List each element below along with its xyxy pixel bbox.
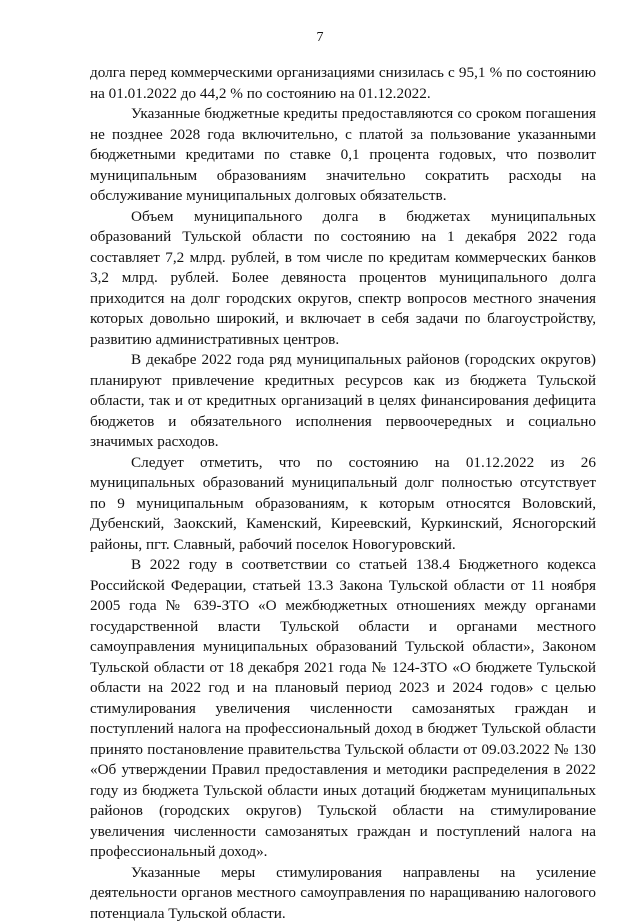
paragraph-conclusion: Указанные меры стимулирования направлены на усиление деятельности органов местного самоуправления по наращиванию налогового потенциала Тульской области.	[90, 863, 596, 924]
page-number: 7	[0, 30, 640, 46]
paragraph-budget-credits: Указанные бюджетные кредиты предоставляются со сроком погашения не позднее 2028 года включительно, с платой за пользование указанными бюджетными кредитами по ставке 0,1 процента годовых, что позволит муниципальным образованиям значительно сократить расходы на обслуживание муниципальных долговых обязательств.	[90, 104, 596, 207]
paragraph-debt-volume: Объем муниципального долга в бюджетах муниципальных образований Тульской области по состоянию на 1 декабря 2022 года составляет 7,2 млрд. рублей, в том числе по кредитам коммерческих банков 3,2 млрд. рублей. Более девяноста процентов муниципального долга приходится на долг городских округов, спектр вопросов местного значения которых довольно широкий, и включает в себя задачи по благоустройству, развитию административных центров.	[90, 207, 596, 351]
paragraph-continuation: долга перед коммерческими организациями снизилась с 95,1 % по состоянию на 01.01.2022 до 44,2 % по состоянию на 01.12.2022.	[90, 63, 596, 104]
paragraph-december-plans: В декабре 2022 года ряд муниципальных районов (городских округов) планируют привлечение кредитных ресурсов как из бюджета Тульской области, так и от кредитных организаций в целях финансирования дефицита бюджетов и обязательного исполнения первоочередных и социально значимых расходов.	[90, 350, 596, 453]
document-body	[90, 63, 596, 924]
paragraph-legal-basis: В 2022 году в соответствии со статьей 138.4 Бюджетного кодекса Российской Федерации, статьей 13.3 Закона Тульской области от 11 ноября 2005 года № 639-ЗТО «О межбюджетных отношениях между органами государственной власти Тульской области и органами местного самоуправления муниципальных образований Тульской области», Законом Тульской области от 18 декабря 2021 года № 124-ЗТО «О бюджете Тульской области на 2022 год и на плановый период 2023 и 2024 годов» с целью стимулирования увеличения численности самозанятых граждан и поступлений налога на профессиональный доход в бюджет Тульской области принято постановление правительства Тульской области от 09.03.2022 № 130 «Об утверждении Правил предоставления и методики распределения в 2022 году из бюджета Тульской области иных дотаций бюджетам муниципальных районов (городских округов) Тульской области на стимулирование увеличения численности самозанятых граждан и поступлений налога на профессиональный доход».	[90, 555, 596, 863]
paragraph-debt-free-districts: Следует отметить, что по состоянию на 01.12.2022 из 26 муниципальных образований муниципальный долг полностью отсутствует по 9 муниципальным образованиям, к которым относятся Воловский, Дубенский, Заокский, Каменский, Киреевский, Куркинский, Ясногорский районы, пгт. Славный, рабочий поселок Новогуровский.	[90, 453, 596, 556]
